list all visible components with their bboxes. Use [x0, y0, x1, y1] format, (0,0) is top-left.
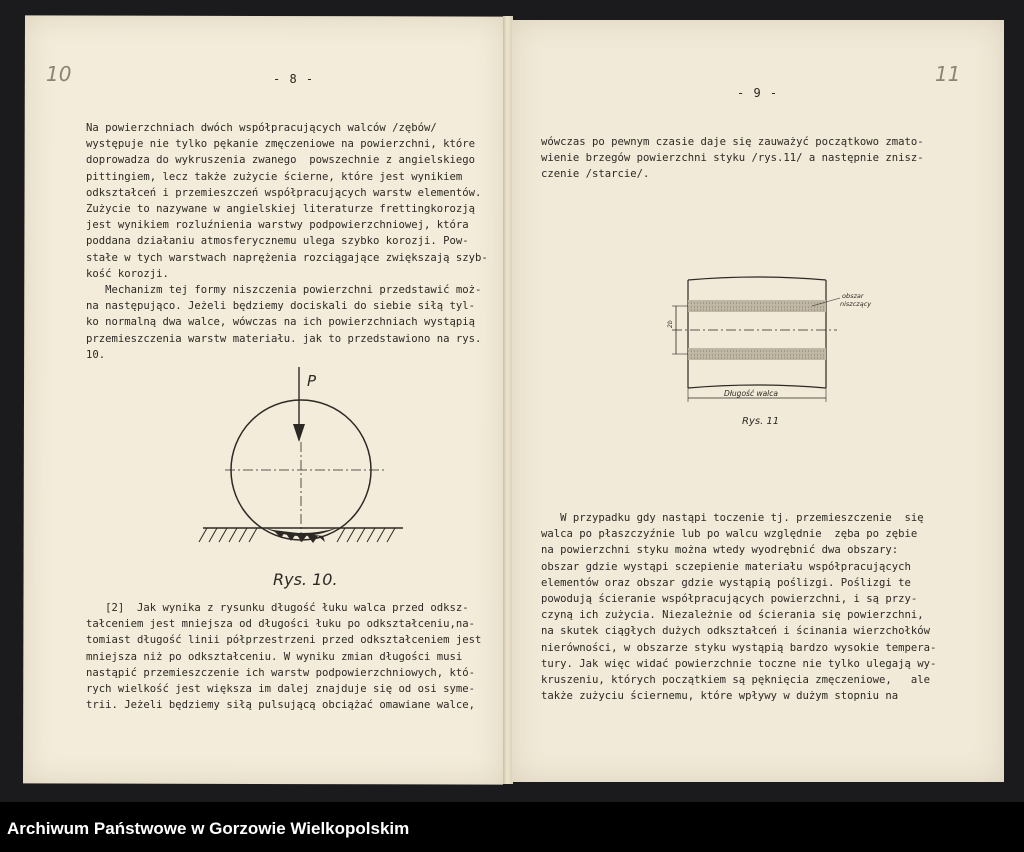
text-line: także zużyciu ściernemu, które wpływy w dużym stopniu na	[541, 690, 899, 703]
zone-label-line1: obszar	[842, 292, 864, 300]
dim-2b-label: 2b	[667, 320, 674, 328]
text-line: doprowadza do wykruszenia zwanego powszechnie z angielskiego	[86, 154, 476, 167]
force-arrow-head	[293, 424, 305, 442]
text-line: wienie brzegów powierzchni styku /rys.11/ a następnie znisz-	[541, 152, 924, 165]
left-pencil-page-number: 10	[46, 62, 72, 86]
text-line: Na powierzchniach dwóch współpracujących walców /zębów/	[86, 122, 437, 134]
text-line: Mechanizm tej formy niszczenia powierzchni przedstawić moż-	[86, 284, 482, 297]
text-line: W przypadku gdy nastąpi toczenie tj. przemieszczenie się	[541, 512, 924, 524]
right-paragraph-2	[541, 510, 936, 704]
figure-10-caption: Rys. 10.	[273, 570, 338, 589]
figure-11-caption: Rys. 11	[742, 416, 780, 427]
text-line: na powierzchni styku można wtedy wyodrębnić dwa obszary:	[541, 544, 899, 557]
text-line: tury. Jak więc widać powierzchnie toczne nie tylko ulegają wy-	[541, 657, 937, 670]
zone-label-line2: niszczący	[840, 300, 872, 308]
text-line: przemieszczenia warstw materiału. jak to przedstawiono na rys.	[86, 332, 482, 345]
length-label: Długość walca	[724, 389, 778, 398]
roller-top-edge	[688, 277, 826, 280]
right-page-number: - 9 -	[737, 86, 779, 100]
text-line: występuje nie tylko pękanie zmęczeniowe na powierzchni, które	[86, 138, 476, 151]
text-line: na następująco. Jeżeli będziemy dociskali do siebie siłą tyl-	[86, 300, 476, 313]
text-line: rych wielkość jest większa im dalej znajduje się od osi syme-	[86, 683, 476, 696]
text-line: nastąpić przemieszczenie ich warstw podpowierzchniowych, któ-	[86, 666, 476, 679]
figure-11-roller-wear-diagram	[662, 270, 892, 410]
text-line: [2] Jak wynika z rysunku długość łuku walca przed odksz-	[86, 602, 469, 614]
text-line: odkształceń i przemieszczeń współpracujących warstw elementów.	[86, 186, 482, 199]
force-label: P	[307, 372, 317, 390]
roller-bottom-edge	[688, 385, 826, 388]
text-line: nierówności, w obszarze styku wystąpią bardzo wysokie tempera-	[541, 641, 937, 654]
text-line: tomiast długość linii półprzestrzeni przed odkształceniem jest	[86, 634, 482, 647]
text-line: wówczas po pewnym czasie daje się zauważyć początkowo zmato-	[541, 136, 924, 148]
right-pencil-page-number: 11	[935, 62, 961, 86]
text-line: tałceniem jest mniejsza od długości łuku po odkształceniu,na-	[86, 618, 476, 631]
figure-10-roller-diagram	[195, 362, 415, 592]
text-line: elementów oraz obszar gdzie wystąpią poślizgi. Poślizgi te	[541, 576, 911, 589]
archive-name: Archiwum Państwowe w Gorzowie Wielkopolskim	[7, 819, 410, 838]
text-line: czenie /starcie/.	[541, 168, 650, 181]
left-paragraph-1	[86, 120, 488, 363]
text-line: powodują ścieranie współpracujących powierzchni, i są przy-	[541, 593, 918, 606]
text-line: ko normalną dwa walce, wówczas na ich powierzchniach wystąpią	[86, 316, 476, 329]
text-line: trii. Jeżeli będziemy siłą pulsującą obciążać omawiane walce,	[86, 699, 476, 712]
text-line: walca po płaszczyźnie lub po walcu względnie zęba po zębie	[541, 528, 918, 541]
text-line: poddana działaniu atmosferycznemu ulega szybko korozji. Pow-	[86, 235, 469, 248]
left-paragraph-2	[86, 600, 481, 713]
text-line: pittingiem, lecz także zużycie ścierne, które jest wynikiem	[86, 170, 463, 183]
text-line: na skutek ciągłych dużych odkształceń i ścinania wierzchołków	[541, 625, 931, 638]
text-line: jest wynikiem rozluźnienia warstwy podpowierzchniowej, która	[86, 219, 469, 232]
text-line: Zużycie to nazywane w angielskiej literaturze frettingkorozją	[86, 203, 476, 216]
text-line: czyną ich zużycia. Niezależnie od ścierania się powierzchni,	[541, 609, 924, 622]
text-line: 10.	[86, 348, 106, 361]
text-line: kruszeniu, których początkiem są pęknięcia zmęczeniowe, ale	[541, 674, 931, 687]
text-line: obszar gdzie wystąpi sczepienie materiału współpracujących	[541, 560, 911, 573]
archive-footer-bar	[0, 802, 1024, 852]
text-line: stałe w tych warstwach naprężenia rozciągające zwiększają szyb-	[86, 251, 488, 264]
left-page-number: - 8 -	[273, 72, 315, 86]
text-line: mniejsza niż po odkształceniu. W wyniku zmian długości musi	[86, 650, 463, 663]
right-paragraph-1	[541, 134, 924, 183]
text-line: kość korozji.	[86, 267, 169, 280]
